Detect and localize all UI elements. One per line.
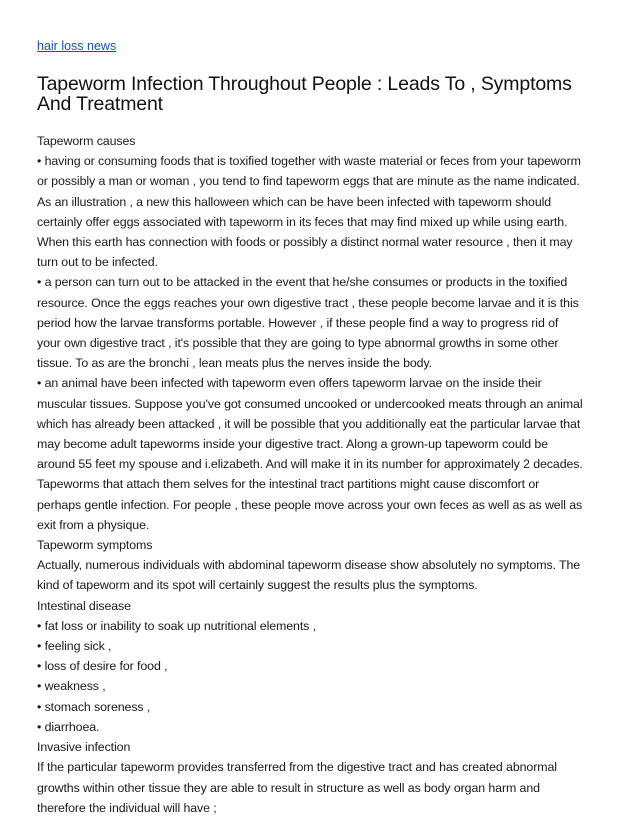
body-line: tissue. To as are the bronchi , lean meats plus the nerves inside the body. <box>37 356 432 371</box>
body-line: • loss of desire for food , <box>37 659 168 674</box>
body-line: Actually, numerous individuals with abdominal tapeworm disease show absolutely no symptoms. The <box>37 558 581 573</box>
body-line: your own digestive tract , it's possible that they are going to type abnormal growths in some other <box>37 336 559 351</box>
body-line: • an animal have been infected with tapeworm even offers tapeworm larvae on the inside their <box>37 376 542 391</box>
title-line: Tapeworm Infection Throughout People : Leads To , Symptoms <box>37 73 572 95</box>
body-line: Tapeworm causes <box>37 134 136 148</box>
body-line: • having or consuming foods that is toxified together with waste material or feces from your tapeworm <box>37 154 581 169</box>
body-line: • diarrhoea. <box>37 719 100 734</box>
body-line: which has already been attacked , it will be possible that you additionally eat the particular larvae that <box>37 416 581 431</box>
article-body <box>37 131 603 818</box>
body-line: kind of tapeworm and its spot will certainly suggest the results plus the symptoms. <box>37 578 478 593</box>
title-line: And Treatment <box>37 93 163 115</box>
body-line: • a person can turn out to be attacked in the event that he/she consumes or products in the toxified <box>37 275 568 290</box>
body-line: Tapeworm symptoms <box>37 538 153 553</box>
body-line: Invasive infection <box>37 740 131 755</box>
body-line: exit from a physique. <box>37 517 150 532</box>
body-line: therefore the individual will have ; <box>37 800 217 815</box>
body-line: resource. Once the eggs reaches your own digestive tract , these people become larvae and it is this <box>37 295 579 310</box>
body-line: Intestinal disease <box>37 598 131 613</box>
body-line: perhaps gentle infection. For people , these people move across your own feces as well as as well as <box>37 497 583 512</box>
body-line: certainly offer eggs associated with tapeworm in its feces that may find mixed up while using earth. <box>37 214 568 229</box>
body-line: growths within other tissue they are able to result in structure as well as body organ harm and <box>37 780 540 795</box>
body-line: • stomach soreness , <box>37 699 151 714</box>
article-title <box>37 74 607 114</box>
body-line: muscular tissues. Suppose you've got consumed uncooked or undercooked meats through an animal <box>37 396 583 411</box>
body-line: • fat loss or inability to soak up nutritional elements , <box>37 618 316 633</box>
body-line: • feeling sick , <box>37 639 112 654</box>
body-line: If the particular tapeworm provides transferred from the digestive tract and has created abnormal <box>37 760 557 775</box>
body-line: When this earth has connection with foods or possibly a distinct normal water resource , then it may <box>37 235 573 250</box>
body-line: around 55 feet my spouse and i.elizabeth. And will make it in its number for approximately 2 decades. <box>37 457 583 472</box>
body-line: As an illustration , a new this halloween which can be have been infected with tapeworm should <box>37 194 552 209</box>
body-line: • weakness , <box>37 679 106 694</box>
body-line: may become adult tapeworms inside your digestive tract. Along a grown-up tapeworm could be <box>37 437 548 452</box>
body-line: Tapeworms that attach them selves for the intestinal tract partitions might cause discomfort or <box>37 477 540 492</box>
body-line: turn out to be infected. <box>37 255 158 270</box>
body-line: or possibly a man or woman , you tend to find tapeworm eggs that are minute as the name indicated. <box>37 174 580 189</box>
body-line: period how the larvae transforms portable. However , if these people find a way to progress rid of <box>37 315 559 330</box>
category-link[interactable]: hair loss news <box>37 39 117 53</box>
